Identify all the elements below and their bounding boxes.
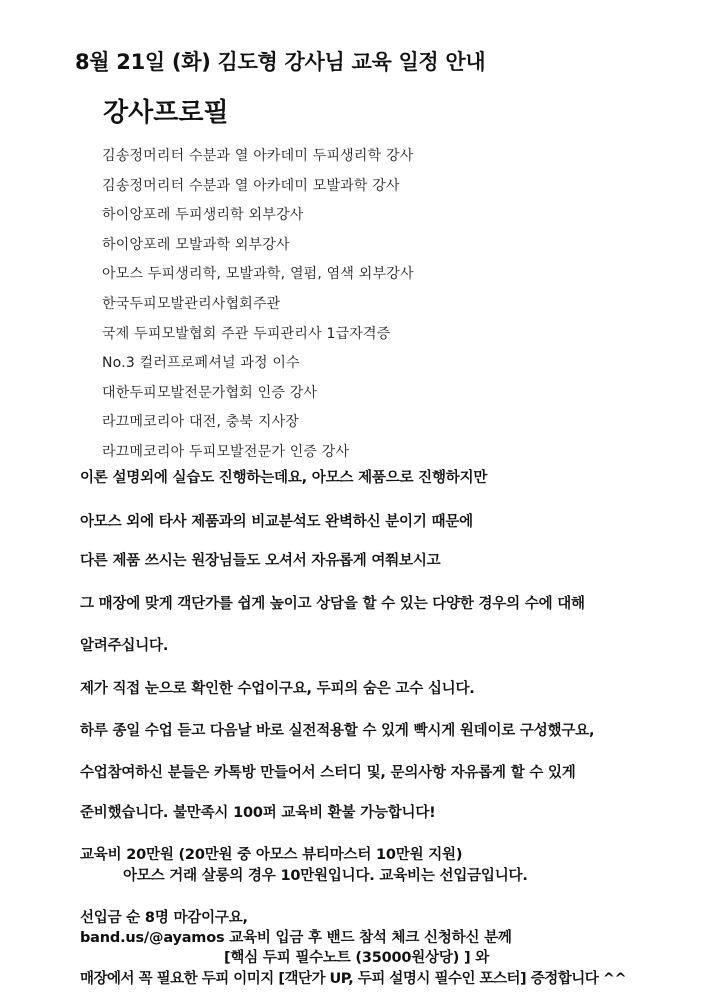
profile-item: 하이앙포레 두피생리학 외부강사 (102, 207, 304, 224)
band-link-text: band.us/@ayamos 교육비 입금 후 밴드 참석 체크 신청하신 분께 (80, 930, 512, 946)
body-text-line: 수업참여하신 분들은 카톡방 만들어서 스터디 및, 문의사항 자유롭게 할 수 있게 (80, 765, 576, 781)
profile-item: 라끄메코리아 대전, 충북 지사장 (102, 414, 300, 431)
body-text-line: 매장에서 꼭 필요한 두피 이미지 [객단가 UP, 두피 설명시 필수인 포스터] 증정합니다 ^^ (80, 971, 627, 987)
body-text-line: 아모스 외에 타사 제품과의 비교분석도 완벽하신 분이기 때문에 (80, 514, 473, 530)
profile-item: 김송정머리터 수분과 열 아카데미 두피생리학 강사 (102, 148, 414, 164)
profile-item: 국제 두피모발협회 주관 두피관리사 1급자격증 (102, 325, 391, 342)
instructor-profile-list (102, 142, 414, 468)
body-text-line: 제가 직접 눈으로 확인한 수업이구요, 두피의 숨은 고수 십니다. (80, 681, 475, 697)
body-text-line: 이론 설명외에 실습도 진행하는데요, 아모스 제품으로 진행하지만 (80, 470, 488, 486)
body-text-line: 다른 제품 쓰시는 원장님들도 오셔서 자유롭게 여쭤보시고 (80, 553, 441, 569)
profile-item: 하이앙포레 모발과학 외부강사 (102, 236, 290, 253)
profile-item: 한국두피모발관리사협회주관 (102, 295, 281, 312)
body-text-line: 선입금 순 8명 마감이구요, (80, 910, 248, 926)
profile-item: 라끄메코리아 두피모발전문가 인증 강사 (102, 443, 350, 460)
body-text-line: 준비했습니다. 불만족시 100퍼 교육비 환불 가능합니다! (80, 805, 436, 821)
tuition-note: 아모스 거래 살롱의 경우 10만원입니다. 교육비는 선입금입니다. (123, 868, 528, 884)
body-text-line: 그 매장에 맞게 객단가를 쉽게 높이고 상담을 할 수 있는 다양한 경우의 수에 대해 (80, 596, 585, 612)
page-title: 8월 21일 (화) 김도형 강사님 교육 일정 안내 (75, 50, 486, 74)
profile-item: No.3 컬러프로페셔널 과정 이수 (102, 355, 300, 372)
body-text-line: 알려주십니다. (80, 638, 169, 654)
profile-item: 대한두피모발전문가협회 인증 강사 (102, 384, 318, 401)
section-title-profile: 강사프로필 (103, 98, 229, 128)
body-text-line: [핵심 두피 필수노트 (35000원상당) ] 와 (224, 950, 490, 966)
profile-item: 아모스 두피생리학, 모발과학, 열펌, 염색 외부강사 (102, 266, 414, 283)
tuition-line: 교육비 20만원 (20만원 중 아모스 뷰티마스터 10만원 지원) (80, 847, 463, 863)
profile-item: 김송정머리터 수분과 열 아카데미 모발과학 강사 (102, 177, 400, 194)
body-text-line: 하루 종일 수업 듣고 다음날 바로 실전적용할 수 있게 빡시게 원데이로 구성했구요, (80, 723, 595, 739)
